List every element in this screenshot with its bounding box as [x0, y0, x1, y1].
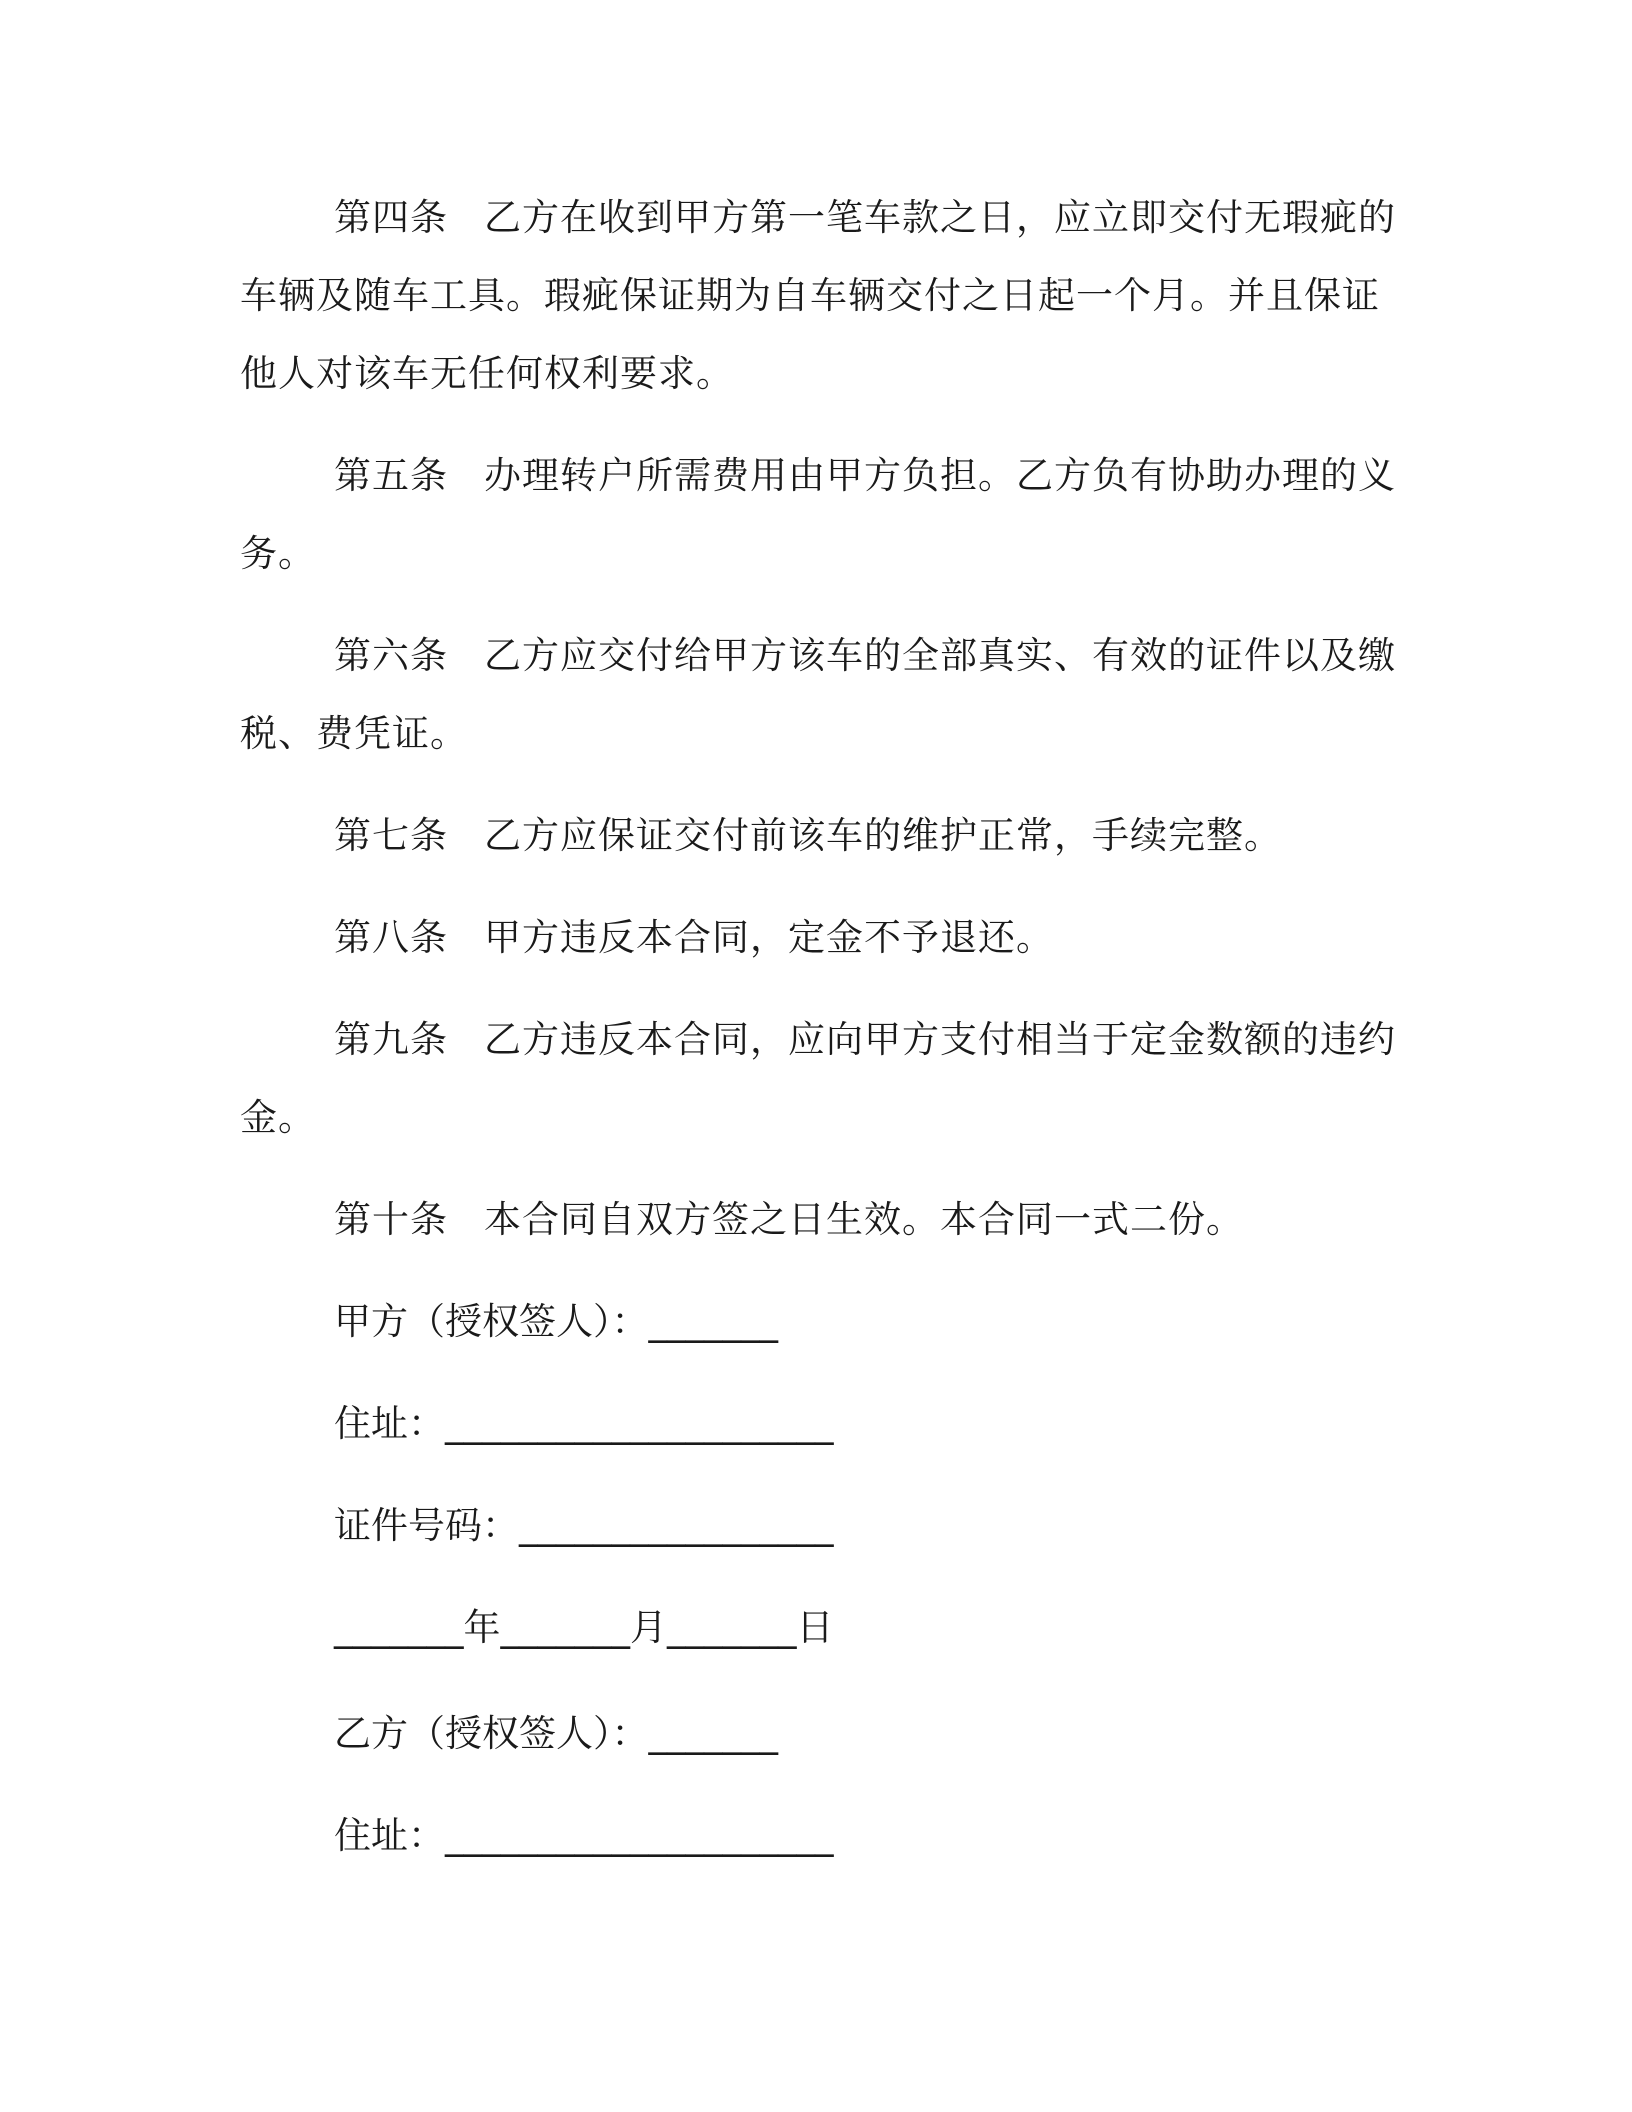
article-4-number: 第四条	[334, 196, 448, 239]
article-7-number: 第七条	[334, 814, 448, 857]
party-a-signature-field: 甲方（授权签人）：_______	[334, 1300, 778, 1343]
date-field: _______年_______月_______日	[334, 1606, 834, 1649]
article-5-number: 第五条	[334, 454, 448, 497]
article-10-line-1	[334, 1198, 1484, 1242]
article-7-line-1	[334, 814, 1484, 858]
article-9-text-1: 乙方违反本合同，应向甲方支付相当于定金数额的违约	[484, 1018, 1396, 1061]
article-4-line-3: 他人对该车无任何权利要求。	[240, 352, 734, 395]
article-5-line-1	[334, 454, 1484, 498]
article-8-line-1	[334, 916, 1484, 960]
article-5-line-2: 务。	[240, 532, 316, 575]
party-b-signature-field: 乙方（授权签人）：_______	[334, 1712, 778, 1755]
article-4-text-1: 乙方在收到甲方第一笔车款之日，应立即交付无瑕疵的	[484, 196, 1396, 239]
article-4-line-1	[334, 196, 1484, 240]
article-6-number: 第六条	[334, 634, 448, 677]
article-8-text-1: 甲方违反本合同，定金不予退还。	[484, 916, 1054, 959]
party-a-address-field: 住址：_____________________	[334, 1402, 834, 1445]
article-8-number: 第八条	[334, 916, 448, 959]
article-9-line-2: 金。	[240, 1096, 316, 1139]
article-6-line-1	[334, 634, 1484, 678]
party-b-address-field: 住址：_____________________	[334, 1814, 834, 1857]
article-10-number: 第十条	[334, 1198, 448, 1241]
article-6-line-2: 税、费凭证。	[240, 712, 468, 755]
article-6-text-1: 乙方应交付给甲方该车的全部真实、有效的证件以及缴	[484, 634, 1396, 677]
article-7-text-1: 乙方应保证交付前该车的维护正常，手续完整。	[484, 814, 1282, 857]
id-number-field: 证件号码：_________________	[334, 1504, 834, 1547]
article-5-text-1: 办理转户所需费用由甲方负担。乙方负有协助办理的义	[484, 454, 1396, 497]
article-9-line-1	[334, 1018, 1484, 1062]
article-9-number: 第九条	[334, 1018, 448, 1061]
article-10-text-1: 本合同自双方签之日生效。本合同一式二份。	[484, 1198, 1244, 1241]
article-4-line-2: 车辆及随车工具。瑕疵保证期为自车辆交付之日起一个月。并且保证	[240, 274, 1380, 317]
